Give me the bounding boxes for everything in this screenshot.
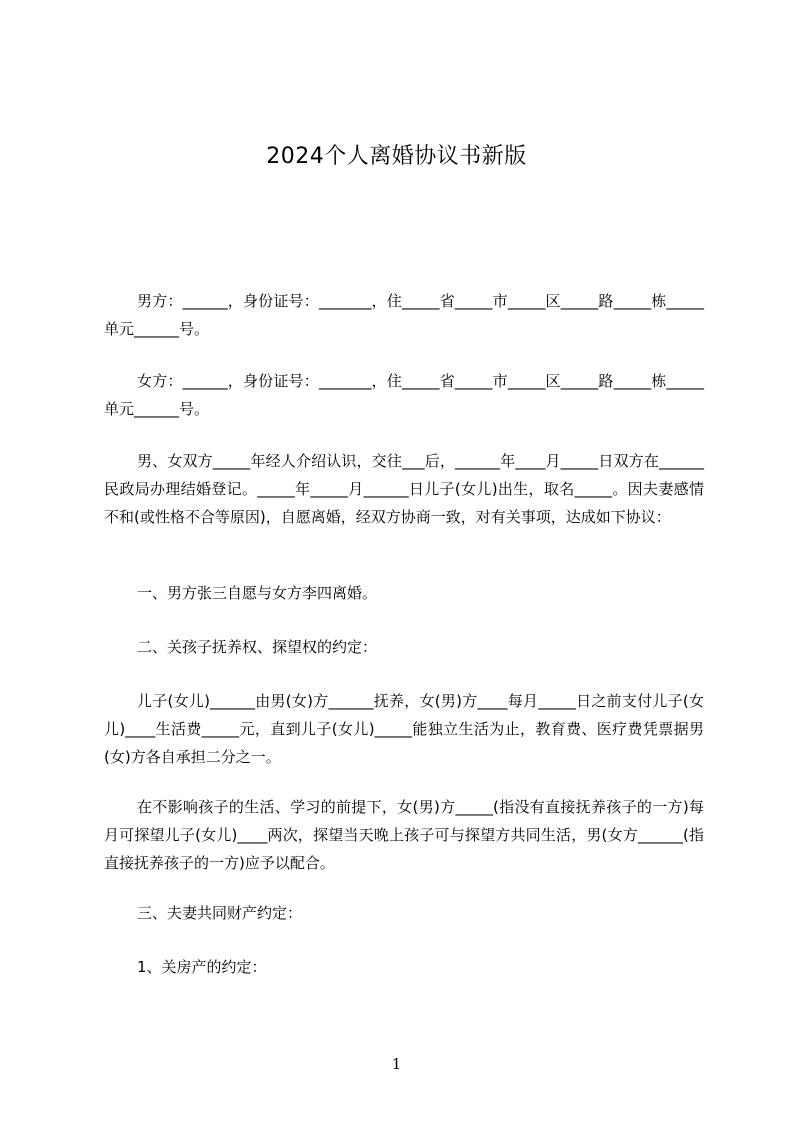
paragraph-marriage-background: 男、女双方_____年经人介绍认识，交往___后，______年____月_____日双方在______民政局办理结婚登记。_____年_____月______日儿子(女儿)出生，取名_____。因夫妻感情不和(或性格不合等原因)，自愿离婚，经双方协商一致，对有关事项，达成如下协议： [104,452,704,526]
paragraph-male-party: 男方：______，身份证号：_______，住_____省_____市_____区_____路_____栋_____单元______号。 [104,292,704,338]
paragraph-clause-1: 一、男方张三自愿与女方李四离婚。 [137,584,378,602]
paragraph-visitation: 在不影响孩子的生活、学习的前提下，女(男)方_____(指没有直接抚养孩子的一方)每月可探望儿子(女儿)____两次，探望当天晚上孩子可与探望方共同生活，男(女方______(指直接抚养孩子的一方)应予以配合。 [104,798,704,872]
paragraph-property-subheading: 1、关房产的约定： [137,958,267,976]
document-title: 2024个人离婚协议书新版 [266,144,527,169]
paragraph-child-support: 儿子(女儿)______由男(女)方______抚养，女(男)方____每月_____日之前支付儿子(女儿)____生活费_____元，直到儿子(女儿)_____能独立生活为止，教育费、医疗费凭票据男(女)方各自承担二分之一。 [104,692,704,766]
page-number: 1 [391,1055,402,1073]
paragraph-clause-2-heading: 二、关孩子抚养权、探望权的约定： [137,638,378,656]
paragraph-clause-3-heading: 三、夫妻共同财产约定： [137,904,303,922]
paragraph-female-party: 女方：______，身份证号：_______，住_____省_____市_____区_____路_____栋_____单元______号。 [104,372,704,418]
